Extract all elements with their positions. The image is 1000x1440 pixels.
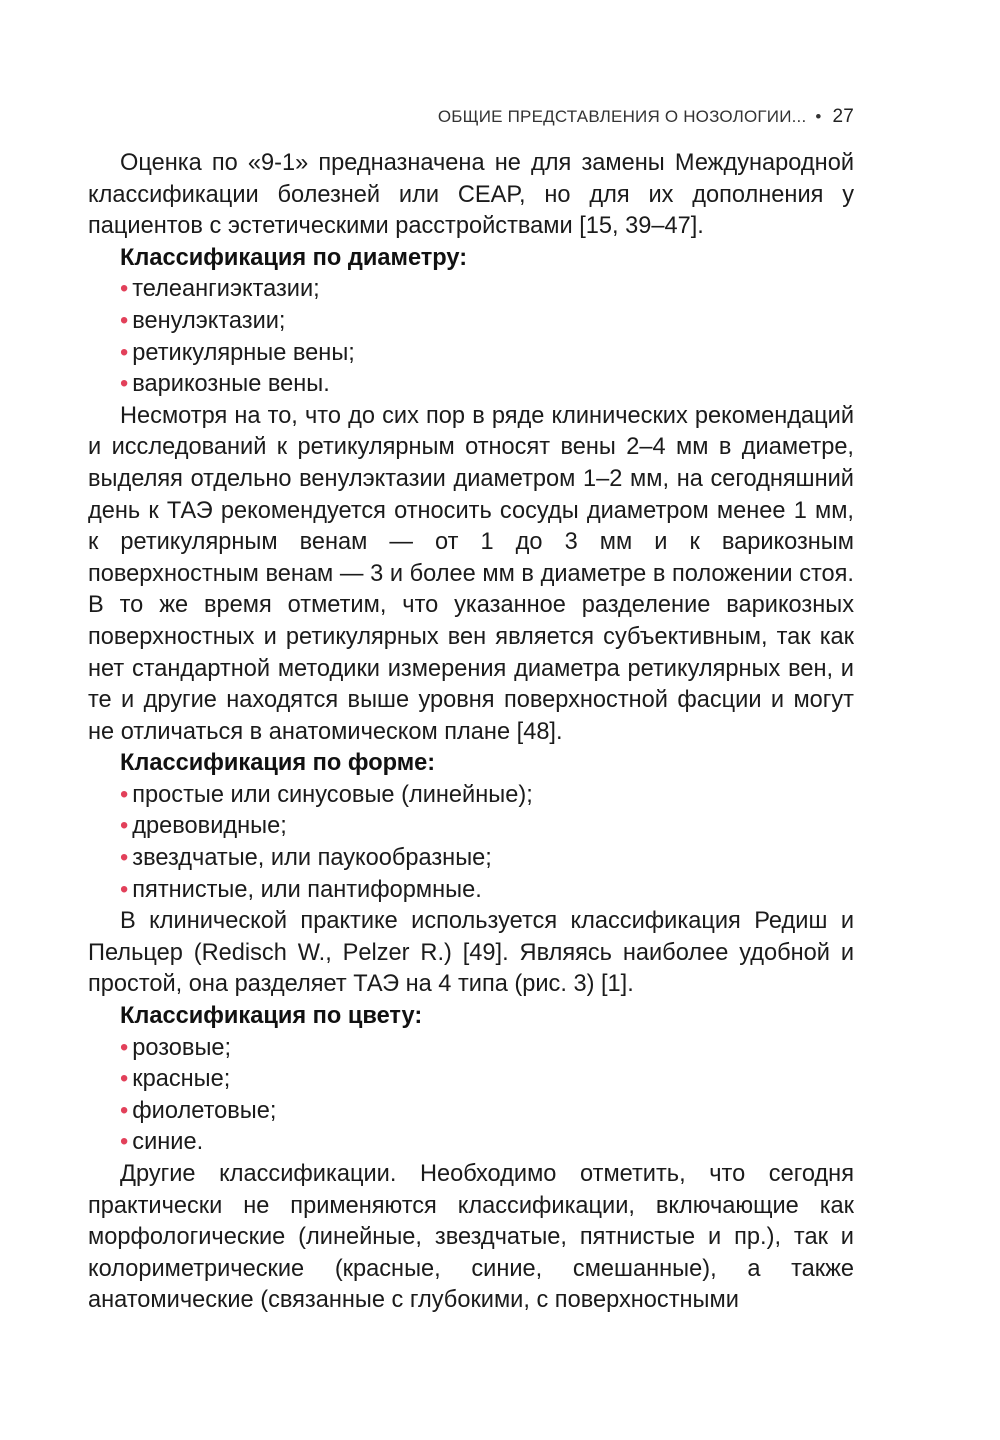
bullet-icon: • [120, 1066, 129, 1093]
diameter-heading: Классификация по диаметру: [120, 244, 468, 271]
list-item: • розовые; [120, 1034, 232, 1061]
list-item: • древовидные; [120, 813, 287, 840]
intro-paragraph: Оценка по «9-1» предназначена не для замены Международной классификации болезней или CEAP, но для их дополнения у пациентов с эстетическими расстройствами [15, 39–47]. [88, 150, 854, 240]
running-title: ОБЩИЕ ПРЕДСТАВЛЕНИЯ О НОЗОЛОГИИ... [437, 107, 807, 126]
shape-list [88, 780, 854, 906]
bullet-icon: • [120, 1034, 129, 1061]
header-separator: • [815, 107, 822, 126]
list-item: • телеангиэктазии; [120, 276, 320, 303]
diameter-paragraph: Несмотря на то, что до сих пор в ряде клинических рекомендаций и исследований к ретикулярным относят вены 2–4 мм в диаметре, выделяя отдельно венулэктазии диаметром 1–2 мм, на сегодняшний день к ТАЭ рекомендуется относить сосуды диаметром менее 1 мм, к ретикулярным венам — от 1 до 3 мм и к варикозным поверхностным венам — 3 и более мм в диаметре в положении стоя. В то же время отметим, что указанное разделение варикозных поверхностных и ретикулярных вен является субъективным, так как нет стандартной методики измерения диаметра ретикулярных вен, и те и другие находятся выше уровня поверхностной фасции и могут не отличаться в анатомическом плане [48]. [88, 402, 854, 745]
list-item: • простые или синусовые (линейные); [120, 781, 533, 808]
bullet-icon: • [120, 276, 129, 303]
bullet-icon: • [120, 781, 129, 808]
page-body [88, 148, 854, 1317]
list-item: • красные; [120, 1066, 231, 1093]
color-heading: Классификация по цвету: [120, 1003, 423, 1030]
list-item: • ретикулярные вены; [120, 339, 355, 366]
shape-heading: Классификация по форме: [120, 750, 436, 777]
shape-paragraph: В клинической практике используется классификация Редиш и Пельцер (Redisch W., Pelzer R.) [49]. Являясь наиболее удобной и простой, она разделяет ТАЭ на 4 типа (рис. 3) [1]. [88, 908, 854, 998]
color-list [88, 1033, 854, 1159]
page-number: 27 [832, 106, 854, 127]
bullet-icon: • [120, 1129, 129, 1156]
list-item: • венулэктазии; [120, 307, 286, 334]
list-item: • синие. [120, 1129, 204, 1156]
running-header [438, 106, 854, 128]
bullet-icon: • [120, 307, 129, 334]
list-item: • звездчатые, или паукообразные; [120, 845, 492, 872]
bullet-icon: • [120, 371, 129, 398]
bullet-icon: • [120, 813, 129, 840]
final-paragraph: Другие классификации. Необходимо отметить, что сегодня практически не применяются классификации, включающие как морфологические (линейные, звездчатые, пятнистые и пр.), так и колориметрические (красные, синие, смешанные), а также анатомические (связанные с глубокими, с поверхностными [88, 1161, 854, 1314]
bullet-icon: • [120, 1097, 129, 1124]
list-item: • пятнистые, или пантиформные. [120, 876, 482, 903]
list-item: • фиолетовые; [120, 1097, 277, 1124]
bullet-icon: • [120, 339, 129, 366]
bullet-icon: • [120, 876, 129, 903]
bullet-icon: • [120, 845, 129, 872]
diameter-list [88, 274, 854, 400]
list-item: • варикозные вены. [120, 371, 330, 398]
